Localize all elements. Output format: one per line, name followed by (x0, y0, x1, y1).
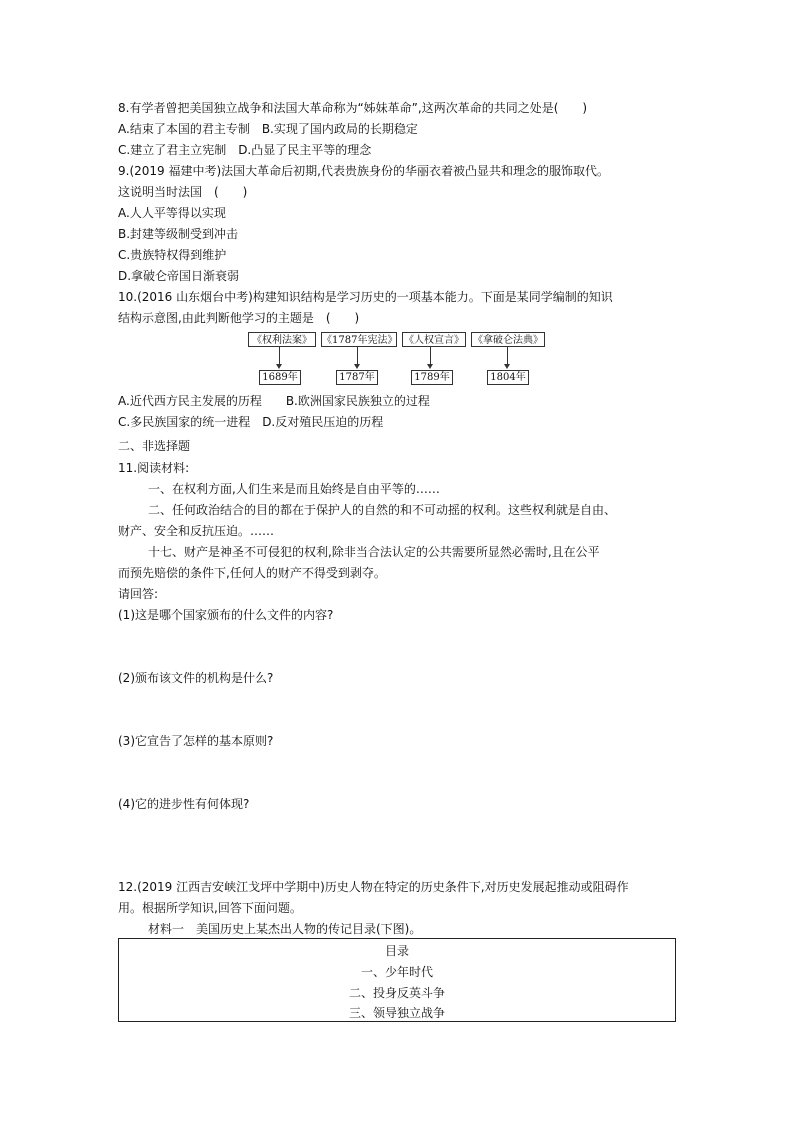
q11-material-p3-line2: 而预先赔偿的条件下,任何人的财产不得受到剥夺。 (118, 566, 386, 580)
q12-material-1: 材料一 美国历史上某杰出人物的传记目录(下图)。 (148, 922, 422, 936)
q11-material-p1: 一、在权利方面,人们生来是而且始终是自由平等的…… (148, 482, 440, 496)
q11-material-p2-line2: 财产、安全和反抗压迫。…… (118, 524, 275, 538)
q8-options-cd: C.建立了君主立宪制 D.凸显了民主平等的理念 (118, 143, 372, 157)
document-box: 《1787年宪法》 (321, 332, 397, 347)
biography-table-of-contents (118, 938, 676, 1022)
arrow-head-icon (504, 364, 510, 369)
arrow-line (357, 347, 358, 365)
arrow-line (430, 347, 431, 365)
arrow-head-icon (427, 364, 433, 369)
q8-stem: 8.有学者曾把美国独立战争和法国大革命称为“姊妹革命”,这两次革命的共同之处是( ) (118, 101, 588, 115)
q11-subquestion-4: (4)它的进步性有何体现? (118, 797, 250, 811)
section-heading: 二、非选择题 (118, 439, 191, 453)
toc-item: 三、领导独立战争 (348, 1006, 445, 1020)
year-box: 1787年 (336, 370, 378, 385)
q11-material-p3-line1: 十七、财产是神圣不可侵犯的权利,除非当合法认定的公共需要所显然必需时,且在公平 (148, 545, 600, 559)
q9-option-c: C.贵族特权得到维护 (118, 248, 227, 262)
q10-options-ab: A.近代西方民主发展的历程 B.欧洲国家民族独立的过程 (118, 394, 430, 408)
q11-subquestion-3: (3)它宣告了怎样的基本原则? (118, 734, 274, 748)
year-box: 1804年 (487, 370, 529, 385)
year-box: 1789年 (411, 370, 453, 385)
q12-stem-line2: 用。根据所学知识,回答下面问题。 (118, 901, 302, 915)
q9-option-b: B.封建等级制受到冲击 (118, 227, 239, 241)
q11-ask: 请回答: (118, 587, 159, 601)
q11-subquestion-1: (1)这是哪个国家颁布的什么文件的内容? (118, 608, 334, 622)
q9-option-a: A.人人平等得以实现 (118, 206, 226, 220)
document-box: 《人权宣言》 (402, 332, 466, 347)
q9-stem-line1: 9.(2019 福建中考)法国大革命后初期,代表贵族身份的华丽衣着被凸显共和理念的服饰取代。 (118, 164, 609, 178)
toc-title: 目录 (384, 944, 409, 958)
q10-stem-line2: 结构示意图,由此判断他学习的主题是 ( ) (118, 311, 360, 325)
q8-options-ab: A.结束了本国的君主专制 B.实现了国内政局的长期稳定 (118, 122, 418, 136)
q10-stem-line1: 10.(2016 山东烟台中考)构建知识结构是学习历史的一项基本能力。下面是某同学编制的知识 (118, 290, 613, 304)
arrow-line (507, 347, 508, 365)
arrow-line (279, 347, 280, 365)
q9-option-d: D.拿破仑帝国日渐衰弱 (118, 269, 240, 283)
q10-options-cd: C.多民族国家的统一进程 D.反对殖民压迫的历程 (118, 415, 384, 429)
q9-stem-line2: 这说明当时法国 ( ) (118, 185, 248, 199)
year-box: 1689年 (259, 370, 301, 385)
toc-item: 一、少年时代 (360, 965, 433, 979)
document-box: 《权利法案》 (248, 332, 316, 347)
arrow-head-icon (276, 364, 282, 369)
q11-stem: 11.阅读材料: (118, 461, 190, 475)
q11-subquestion-2: (2)颁布该文件的机构是什么? (118, 671, 274, 685)
q11-material-p2-line1: 二、任何政治结合的目的都在于保护人的自然的和不可动摇的权利。这些权利就是自由、 (148, 503, 617, 517)
document-box: 《拿破仑法典》 (471, 332, 545, 347)
q12-stem-line1: 12.(2019 江西吉安峡江戈坪中学期中)历史人物在特定的历史条件下,对历史发展起推动或阻碍作 (118, 880, 629, 894)
arrow-head-icon (354, 364, 360, 369)
knowledge-structure-diagram (245, 330, 550, 390)
toc-item: 二、投身反英斗争 (348, 986, 445, 1000)
